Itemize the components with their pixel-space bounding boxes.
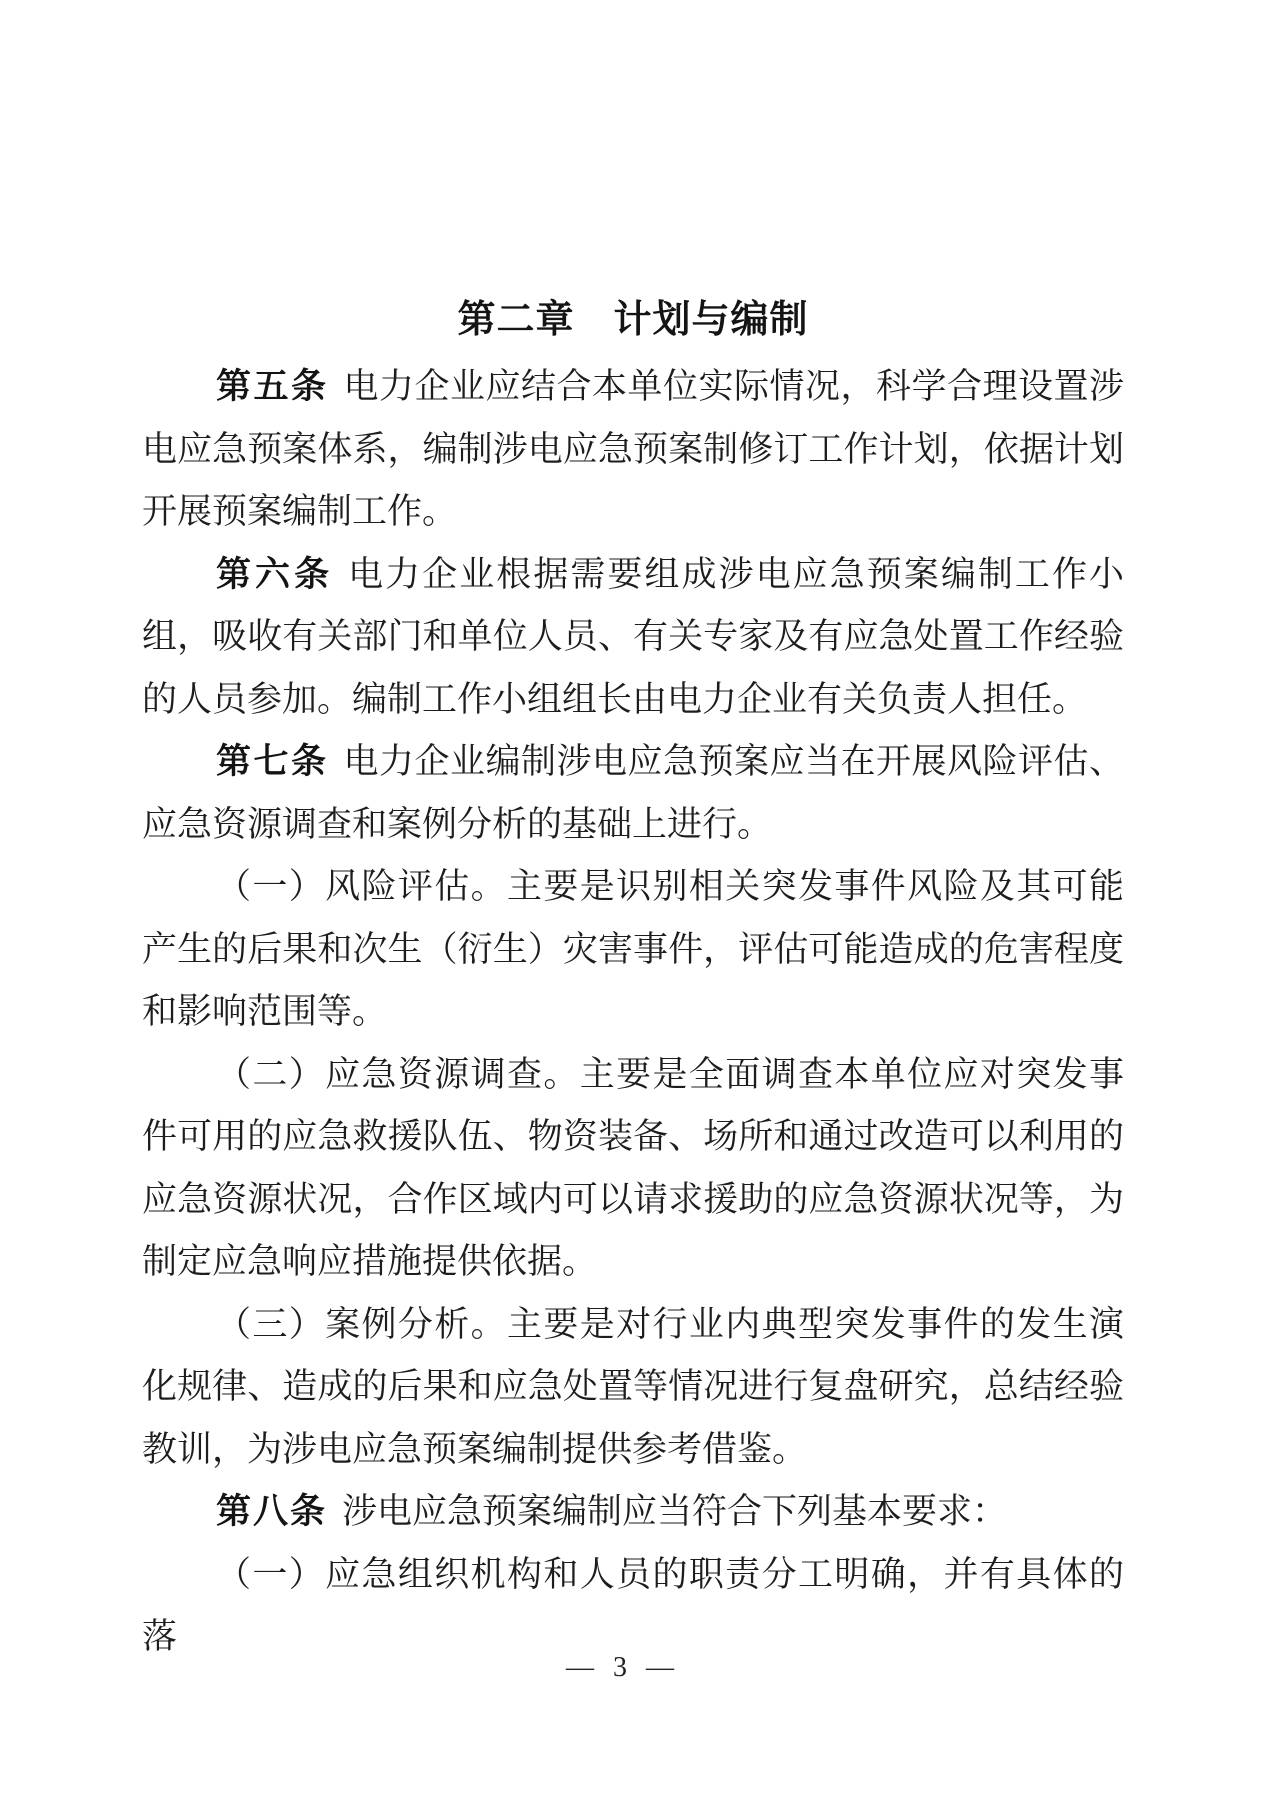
article-text: 电力企业应结合本单位实际情况，科学合理设置涉电应急预案体系，编制涉电应急预案制修订工作计划，依据计划开展预案编制工作。: [142, 367, 1124, 531]
article-text: 电力企业编制涉电应急预案应当在开展风险评估、应急资源调查和案例分析的基础上进行。: [142, 742, 1124, 844]
article-number-label: 第六条: [216, 554, 334, 594]
article-paragraph: [142, 1481, 1124, 1544]
article-text: （一）应急组织机构和人员的职责分工明确，并有具体的落: [142, 1554, 1124, 1656]
article-number-label: 第五条: [216, 367, 329, 406]
list-item-paragraph: [142, 1544, 1124, 1669]
article-number-label: 第八条: [216, 1492, 328, 1531]
page-number: — 3 —: [566, 1652, 680, 1683]
article-paragraph: [142, 731, 1124, 856]
chapter-title: 第二章 计划与编制: [457, 299, 809, 341]
article-text: 涉电应急预案编制应当符合下列基本要求：: [342, 1492, 1008, 1531]
article-text: （二）应急资源调查。主要是全面调查本单位应对突发事件可用的应急救援队伍、物资装备、场所和通过改造可以利用的应急资源状况，合作区域内可以请求援助的应急资源状况等，为制定应急响应措施提供依据。: [142, 1054, 1124, 1281]
article-text: （三）案例分析。主要是对行业内典型突发事件的发生演化规律、造成的后果和应急处置等情况进行复盘研究，总结经验教训，为涉电应急预案编制提供参考借鉴。: [142, 1304, 1124, 1469]
article-paragraph: [142, 544, 1124, 732]
list-item-paragraph: [142, 856, 1124, 1044]
article-text: （一）风险评估。主要是识别相关突发事件风险及其可能产生的后果和次生（衍生）灾害事件，评估可能造成的危害程度和影响范围等。: [142, 867, 1124, 1031]
article-paragraph: [142, 356, 1124, 544]
article-number-label: 第七条: [216, 742, 329, 781]
list-item-paragraph: [142, 1044, 1124, 1294]
document-body: [142, 294, 1124, 1669]
list-item-paragraph: [142, 1294, 1124, 1482]
article-text: 电力企业根据需要组成涉电应急预案编制工作小组，吸收有关部门和单位人员、有关专家及有应急处置工作经验的人员参加。编制工作小组组长由电力企业有关负责人担任。: [142, 554, 1124, 719]
